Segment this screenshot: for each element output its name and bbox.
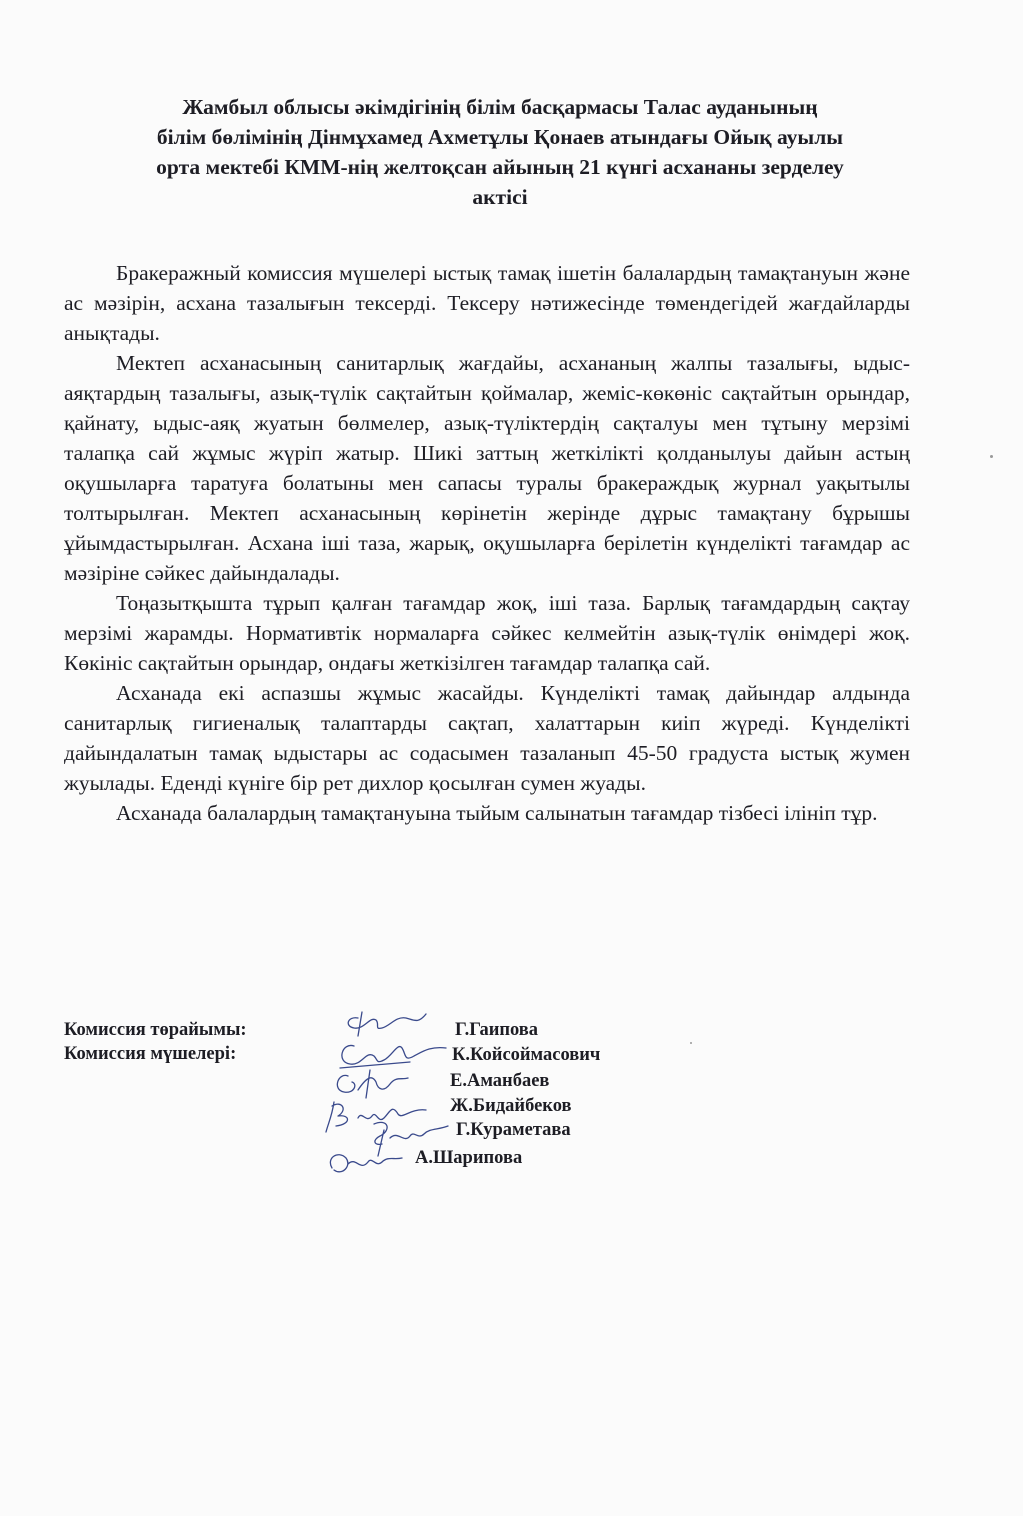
scan-speck <box>990 455 993 458</box>
member-name: А.Шарипова <box>415 1148 523 1168</box>
title-line: актісі <box>472 185 528 209</box>
paragraph: Мектеп асханасының санитарлық жағдайы, асхананың жалпы тазалығы, ыдыс-аяқтардың тазалығы, азық-түлік сақтайтын қоймалар, жеміс-көкөніс сақтайтын орындар, қайнату, ыдыс-аяқ жуатын бөлмелер, азық-түліктердің сақталуы мен тұтыну мерзімі талапқа сай жұмыс жүріп жатыр. Шикі заттың жеткілікті қолданылуы дайын астың оқушыларға таратуға болатыны мен сапасы туралы бракераждық журнал уақытылы толтырылған. Мектеп асханасының көрінетін жерінде дұрыс тамақтану бұрышы ұйымдастырылған. Асхана іші таза, жарық, оқушыларға берілетін күнделікті тағамдар ас мәзіріне сәйкес дайындалады. <box>64 351 910 585</box>
document-body <box>64 258 910 828</box>
paragraph: Асханада балалардың тамақтануына тыйым салынатын тағамдар тізбесі ілініп тұр. <box>116 801 878 825</box>
signature-labels <box>64 1018 247 1066</box>
paragraph: Бракеражный комиссия мүшелері ыстық тамақ ішетін балалардың тамақтануын және ас мәзірін, асхана тазалығын тексерді. Тексеру нәтижесінде төмендегідей жағдайларды анықтады. <box>64 261 910 345</box>
member-name: Е.Аманбаев <box>450 1071 550 1091</box>
title-line: білім бөлімінің Дінмұхамед Ахметұлы Қонаев атындағы Ойық ауылы <box>156 125 844 149</box>
title-line: орта мектебі КММ-нің желтоқсан айының 21 күнгі асхананы зерделеу <box>156 155 844 179</box>
title-line: Жамбыл облысы әкімдігінің білім басқармасы Талас ауданының <box>182 95 818 119</box>
member-name: Ж.Бидайбеков <box>450 1096 572 1116</box>
chair-label: Комиссия төрайымы: <box>64 1020 247 1040</box>
scan-speck <box>690 1042 692 1044</box>
document-title <box>40 92 960 212</box>
paragraph: Асханада екі аспазшы жұмыс жасайды. Күнделікті тамақ дайындар алдында санитарлық гигиеналық талаптарды сақтап, халаттарын киіп жүреді. Күнделікті дайындалатын тамақ ыдыстары ас содасымен тазаланып 45-50 градуста ыстық жумен жуылады. Еденді күніге бір рет дихлор қосылған сумен жуады. <box>64 681 910 795</box>
member-name: Г.Гаипова <box>455 1020 539 1040</box>
paragraph: Тоңазытқышта тұрып қалған тағамдар жоқ, іші таза. Барлық тағамдардың сақтау мерзімі жарамды. Нормативтік нормаларға сәйкес келмейтін азық-түлік өнімдері жоқ. Көкініс сақтайтын орындар, ондағы жеткізілген тағамдар талапқа сай. <box>64 591 910 675</box>
members-label: Комиссия мүшелері: <box>64 1044 237 1064</box>
member-name: Г.Кураметава <box>456 1120 571 1140</box>
member-name: К.Койсоймасович <box>452 1045 601 1065</box>
